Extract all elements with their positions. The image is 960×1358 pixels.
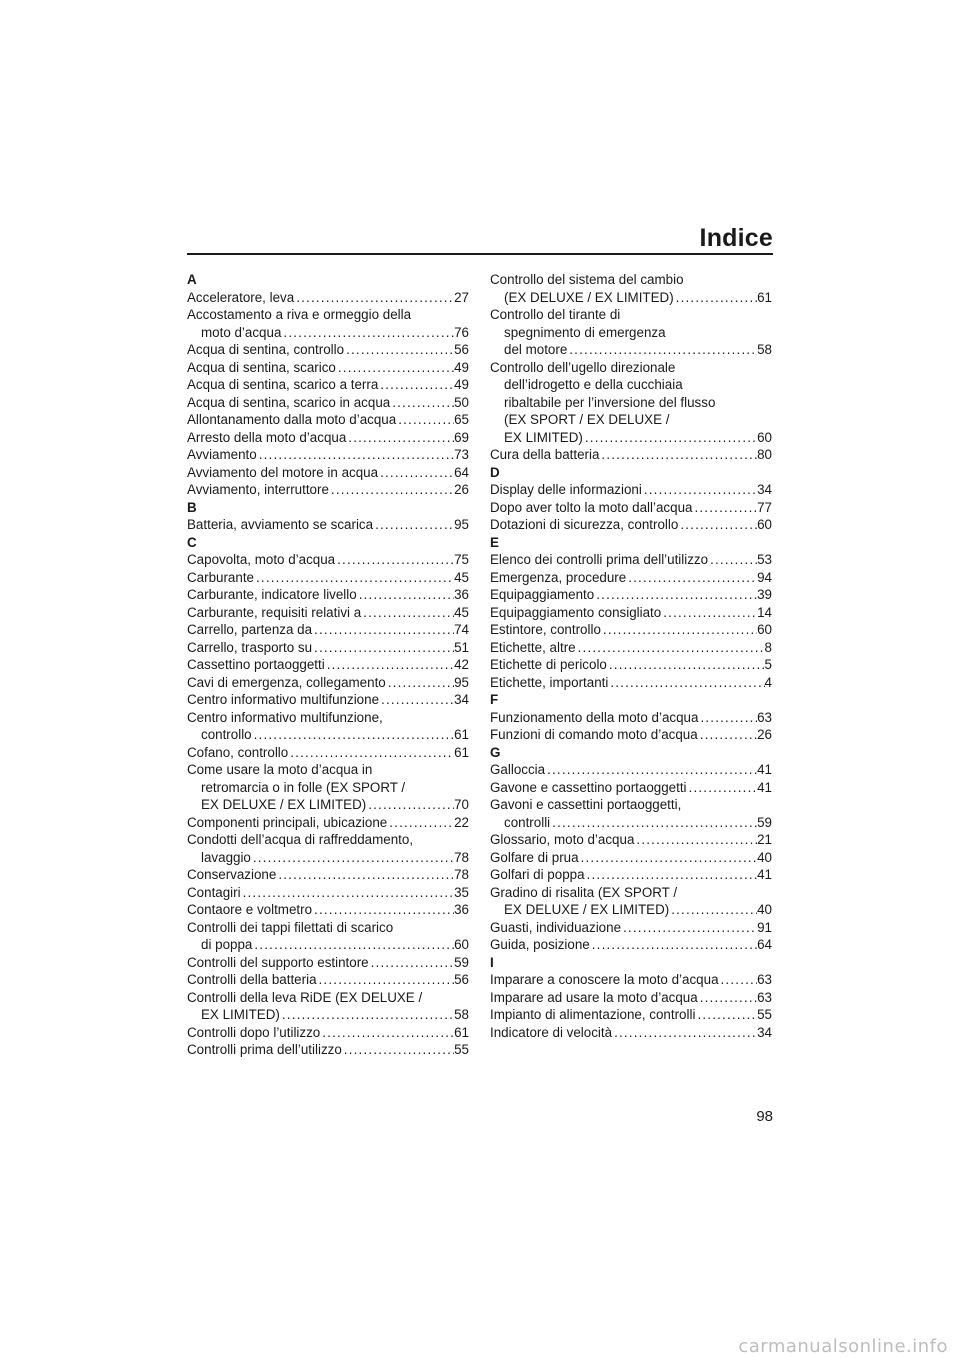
index-entry-text: Impianto di alimentazione, controlli (490, 1007, 696, 1022)
index-entry (187, 569, 469, 587)
index-entry-text: Acqua di sentina, scarico in acqua (187, 394, 391, 410)
index-entry (187, 639, 469, 657)
index-page-ref: 49 (454, 377, 469, 392)
index-entry-text: di poppa (201, 937, 253, 952)
dot-leader (550, 814, 757, 832)
index-entry-text: Acqua di sentina, scarico a terra (187, 377, 379, 392)
dot-leader (252, 726, 454, 744)
index-entry (187, 376, 469, 394)
index-entry-text: Controlli della leva RiDE (EX DELUXE / (187, 989, 423, 1005)
index-entry-text: Equipaggiamento (490, 587, 595, 602)
index-entry-text: Allontanamento dalla moto d’acqua (187, 412, 397, 427)
index-entry-text: Imparare ad usare la moto d’acqua (490, 989, 698, 1005)
index-page-ref: 58 (757, 342, 772, 357)
dot-leader (251, 849, 454, 867)
index-entry (187, 674, 469, 692)
index-column-right (490, 271, 772, 1041)
index-entry (187, 1041, 469, 1059)
index-entry (490, 306, 772, 359)
dot-leader (280, 1006, 454, 1024)
dot-leader (396, 411, 454, 429)
index-entry-text: Dotazioni di sicurezza, controllo (490, 517, 679, 532)
index-entry-text: Funzionamento della moto d’acqua (490, 709, 699, 725)
index-page-ref: 36 (454, 587, 469, 602)
index-page-ref: 21 (757, 832, 772, 847)
index-entry-text: Galloccia (490, 762, 546, 777)
index-entry-text: lavaggio (201, 849, 251, 865)
index-entry-text: spegnimento di emergenza (504, 324, 666, 340)
index-entry (187, 901, 469, 919)
index-entry (187, 429, 469, 447)
dot-leader (642, 481, 757, 499)
index-letter-heading: A (187, 272, 197, 287)
index-entry (490, 779, 772, 797)
page-number: 98 (756, 1108, 773, 1125)
index-page-ref: 91 (757, 919, 772, 935)
dot-leader (719, 971, 758, 989)
dot-leader (379, 691, 454, 709)
dot-leader (567, 341, 757, 359)
index-entry-text: Contaore e voltmetro (187, 902, 313, 917)
index-entry (187, 586, 469, 604)
index-page-ref: 63 (757, 709, 772, 725)
index-letter-heading: D (490, 464, 500, 480)
dot-leader (612, 1024, 757, 1042)
index-letter-heading: B (187, 499, 197, 515)
dot-leader (390, 394, 454, 412)
dot-leader (583, 429, 757, 447)
index-entry-text: Dopo aver tolto la moto dall’acqua (490, 499, 693, 515)
index-entry (490, 709, 772, 727)
index-entry-text: Batteria, avviamento se scarica (187, 517, 374, 532)
dot-leader (317, 971, 455, 989)
index-page-ref: 65 (454, 412, 469, 427)
index-entry-text: Contagiri (187, 884, 241, 900)
dot-leader (320, 1024, 454, 1042)
index-page-ref: 34 (757, 482, 772, 497)
index-entry-text: controllo (201, 727, 252, 742)
index-page-ref: 14 (757, 604, 772, 620)
index-entry-text: Arresto della moto d’acqua (187, 429, 347, 445)
index-entry-text: Cassettino portaoggetti (187, 657, 325, 672)
index-entry (187, 989, 469, 1024)
index-entry-text: Avviamento (187, 447, 257, 462)
title-rule (187, 253, 773, 255)
index-entry-text: Carrello, partenza da (187, 622, 313, 637)
dot-leader (312, 621, 454, 639)
dot-leader (698, 989, 757, 1007)
index-entry (490, 989, 772, 1007)
index-page-ref: 61 (454, 744, 469, 760)
index-entry (490, 1024, 772, 1042)
index-page-ref: 27 (454, 289, 469, 305)
index-entry (187, 359, 469, 377)
dot-leader (634, 831, 757, 849)
index-entry (187, 814, 469, 832)
index-entry (490, 499, 772, 517)
index-entry-text: Come usare la moto d’acqua in (187, 762, 373, 777)
dot-leader (585, 866, 758, 884)
index-entry-text: Controlli del supporto estintore (187, 954, 369, 970)
index-entry-text: Cavi di emergenza, collegamento (187, 674, 386, 690)
dot-leader (708, 551, 757, 569)
index-entry (490, 884, 772, 919)
index-page-ref: 45 (454, 569, 469, 585)
index-page-ref: 55 (454, 1042, 469, 1057)
index-entry (187, 656, 469, 674)
index-entry-text: Etichette, importanti (490, 674, 609, 690)
index-page-ref: 69 (454, 429, 469, 445)
index-page-ref: 42 (454, 657, 469, 672)
index-entry (187, 761, 469, 814)
index-entry-text: retromarcia o in folle (EX SPORT / (201, 779, 406, 795)
index-page-ref: 40 (757, 902, 772, 917)
index-page-ref: 56 (454, 972, 469, 987)
index-entry-text: Controlli della batteria (187, 972, 317, 987)
index-page-ref: 80 (757, 447, 772, 462)
index-entry-text: Accostamento a riva e ormeggio della (187, 307, 412, 322)
index-page-ref: 56 (454, 342, 469, 357)
dot-leader (325, 656, 454, 674)
index-entry-text: Gavoni e cassettini portaoggetti, (490, 797, 682, 812)
dot-leader (386, 674, 454, 692)
index-entry (490, 796, 772, 831)
dot-leader (342, 1041, 454, 1059)
index-entry (490, 866, 772, 884)
dot-leader (373, 516, 454, 534)
dot-leader (607, 656, 765, 674)
index-page-ref: 95 (454, 674, 469, 690)
index-entry-text: Etichette di pericolo (490, 657, 607, 672)
index-entry-text: Centro informativo multifunzione (187, 692, 380, 707)
index-entry (490, 971, 772, 989)
index-page-ref: 63 (757, 972, 772, 987)
dot-leader (312, 639, 454, 657)
index-page-ref: 35 (454, 884, 469, 900)
index-entry (490, 656, 772, 674)
index-page-ref: 78 (454, 867, 469, 882)
dot-leader (312, 901, 454, 919)
index-page-ref: 51 (454, 639, 469, 655)
index-entry-text: EX LIMITED) (504, 429, 583, 445)
index-entry-text: Avviamento del motore in acqua (187, 464, 379, 480)
index-entry-text: Guida, posizione (490, 937, 590, 952)
index-letter-heading: E (490, 534, 499, 550)
dot-leader (601, 621, 757, 639)
dot-leader (661, 604, 757, 622)
index-entry (490, 516, 772, 534)
index-entry (187, 744, 469, 762)
index-entry-text: Carrello, trasporto su (187, 639, 313, 655)
index-entry (187, 884, 469, 902)
dot-leader (378, 464, 454, 482)
dot-leader (608, 674, 764, 692)
index-page-ref: 60 (454, 937, 469, 952)
index-letter-heading: I (490, 954, 494, 970)
index-entry-text: Acceleratore, leva (187, 289, 295, 305)
index-entry-text: EX DELUXE / EX LIMITED) (504, 902, 670, 917)
index-entry (490, 359, 772, 447)
index-entry-text: Display delle informazioni (490, 482, 642, 497)
dot-leader (687, 779, 758, 797)
dot-leader (366, 796, 454, 814)
dot-leader (336, 359, 454, 377)
index-entry (187, 411, 469, 429)
index-page-ref: 5 (764, 657, 772, 672)
index-entry-text: Etichette, altre (490, 639, 576, 655)
dot-leader (378, 376, 454, 394)
index-entry (187, 481, 469, 499)
index-entry (187, 1024, 469, 1042)
index-page-ref: 70 (454, 797, 469, 812)
index-entry-text: Funzioni di comando moto d’acqua (490, 727, 698, 742)
index-page-ref: 40 (757, 849, 772, 865)
index-entry-text: Gavone e cassettino portaoggetti (490, 779, 687, 795)
index-entry-text: Estintore, controllo (490, 622, 601, 637)
dot-leader (369, 954, 454, 972)
index-entry-text: Controlli dopo l’utilizzo (187, 1024, 321, 1040)
index-entry (490, 604, 772, 622)
index-entry-text: Emergenza, procedure (490, 569, 627, 585)
index-entry (490, 446, 772, 464)
index-entry-text: Indicatore di velocità (490, 1024, 613, 1040)
index-page-ref: 36 (454, 902, 469, 917)
index-entry-text: Condotti dell’acqua di raffreddamento, (187, 832, 414, 847)
dot-leader (344, 341, 454, 359)
index-entry-text: Golfare di prua (490, 849, 579, 865)
index-page-ref: 41 (757, 779, 772, 795)
index-page-ref: 26 (757, 727, 772, 742)
index-entry-text: (EX SPORT / EX DELUXE / (504, 412, 670, 427)
index-page-ref: 61 (757, 289, 772, 305)
index-page-ref: 49 (454, 359, 469, 375)
index-entry-text: Controllo del tirante di (490, 307, 621, 322)
index-entry (490, 621, 772, 639)
index-entry (490, 919, 772, 937)
index-page-ref: 50 (454, 394, 469, 410)
dot-leader (361, 604, 454, 622)
index-page-ref: 34 (454, 692, 469, 707)
index-entry (490, 674, 772, 692)
index-page-ref: 74 (454, 622, 469, 637)
index-page-ref: 39 (757, 587, 772, 602)
index-entry (187, 831, 469, 866)
index-page-ref: 64 (454, 464, 469, 480)
index-page-ref: 64 (757, 937, 772, 952)
index-page-ref: 77 (757, 499, 772, 515)
dot-leader (692, 499, 757, 517)
index-entry-text: Elenco dei controlli prima dell’utilizzo (490, 552, 709, 567)
index-entry (490, 639, 772, 657)
dot-leader (695, 1006, 757, 1024)
page-title: Indice (699, 224, 773, 252)
dot-leader (254, 569, 454, 587)
index-entry-text: Golfari di poppa (490, 867, 585, 882)
index-entry (187, 289, 469, 307)
index-entry-text: Carburante, requisiti relativi a (187, 604, 362, 620)
index-entry-text: Gradino di risalita (EX SPORT / (490, 884, 678, 900)
dot-leader (288, 744, 454, 762)
index-letter-heading: F (490, 692, 499, 707)
index-page-ref: 41 (757, 762, 772, 777)
index-page-ref: 26 (454, 482, 469, 497)
dot-leader (674, 289, 757, 307)
dot-leader (626, 569, 757, 587)
index-page-ref: 73 (454, 447, 469, 462)
index-entry-text: EX LIMITED) (201, 1007, 280, 1022)
index-entry-text: Avviamento, interruttore (187, 482, 329, 497)
index-entry (187, 604, 469, 622)
index-entry-text: Cura della batteria (490, 447, 600, 462)
index-page-ref: 8 (764, 639, 772, 655)
index-entry-text: Guasti, individuazione (490, 919, 622, 935)
index-entry (187, 919, 469, 954)
index-page-ref: 22 (454, 814, 469, 830)
index-entry (187, 866, 469, 884)
index-entry (490, 569, 772, 587)
index-letter-heading: C (187, 534, 197, 550)
index-entry (187, 971, 469, 989)
index-entry-text: ribaltabile per l’inversione del flusso (504, 394, 716, 410)
dot-leader (621, 919, 757, 937)
index-entry (187, 954, 469, 972)
index-entry-text: Controllo del sistema del cambio (490, 272, 684, 287)
index-entry-text: Componenti principali, ubicazione (187, 814, 388, 830)
dot-leader (329, 481, 454, 499)
dot-leader (357, 586, 454, 604)
index-entry-text: Carburante, indicatore livello (187, 587, 357, 602)
index-page-ref: 41 (757, 867, 772, 882)
index-entry (490, 551, 772, 569)
index-letter-heading: G (490, 744, 501, 760)
index-entry-text: Cofano, controllo (187, 744, 289, 760)
index-page-ref: 94 (757, 569, 772, 585)
index-page-ref: 75 (454, 552, 469, 567)
index-entry-text: Conservazione (187, 867, 277, 882)
index-entry (187, 306, 469, 341)
dot-leader (599, 446, 757, 464)
index-page-ref: 34 (757, 1024, 772, 1040)
index-entry (490, 481, 772, 499)
index-page-ref: 55 (757, 1007, 772, 1022)
index-page-ref: 53 (757, 552, 772, 567)
index-entry-text: Equipaggiamento consigliato (490, 604, 662, 620)
index-entry-text: EX DELUXE / EX LIMITED) (201, 797, 367, 812)
index-page-ref: 60 (757, 429, 772, 445)
index-entry-text: dell’idrogetto e della cucchiaia (504, 377, 683, 392)
index-entry (187, 446, 469, 464)
index-page-ref: 76 (454, 324, 469, 340)
index-entry (187, 394, 469, 412)
index-entry (187, 341, 469, 359)
index-entry-text: Controllo dell’ugello direzionale (490, 359, 676, 375)
dot-leader (252, 936, 454, 954)
dot-leader (698, 709, 757, 727)
dot-leader (241, 884, 455, 902)
index-entry-text: Controlli dei tappi filettati di scarico (187, 919, 394, 935)
index-page-ref: 61 (454, 1024, 469, 1040)
dot-leader (294, 289, 454, 307)
index-entry-text: controlli (504, 814, 551, 830)
index-entry-text: Imparare a conoscere la moto d’acqua (490, 972, 719, 987)
index-entry-text: Glossario, moto d’acqua (490, 832, 635, 847)
dot-leader (545, 761, 757, 779)
dot-leader (257, 446, 454, 464)
index-page-ref: 60 (757, 622, 772, 637)
index-entry-text: Controlli prima dell’utilizzo (187, 1042, 342, 1057)
dot-leader (594, 586, 757, 604)
dot-leader (281, 324, 454, 342)
dot-leader (346, 429, 454, 447)
watermark: carmanualsonline.info (0, 1336, 960, 1358)
index-page-ref: 59 (757, 814, 772, 830)
index-page-ref: 78 (454, 849, 469, 865)
dot-leader (698, 726, 757, 744)
dot-leader (576, 639, 765, 657)
index-entry (490, 1006, 772, 1024)
index-entry (490, 726, 772, 744)
index-entry (490, 761, 772, 779)
index-entry-text: Centro informativo multifunzione, (187, 709, 383, 725)
index-entry (187, 464, 469, 482)
index-entry-text: moto d’acqua (201, 324, 282, 340)
index-page-ref: 59 (454, 954, 469, 970)
index-page-ref: 45 (454, 604, 469, 620)
index-entry (490, 271, 772, 306)
dot-leader (579, 849, 758, 867)
dot-leader (276, 866, 454, 884)
dot-leader (669, 901, 757, 919)
index-entry-text: del motore (504, 342, 568, 357)
index-entry (187, 551, 469, 569)
index-entry (187, 691, 469, 709)
index-page-ref: 95 (454, 517, 469, 532)
index-entry (490, 849, 772, 867)
index-entry (490, 936, 772, 954)
index-page-ref: 4 (764, 674, 772, 690)
index-page-ref: 63 (757, 989, 772, 1005)
dot-leader (590, 936, 757, 954)
index-page-ref: 58 (454, 1007, 469, 1022)
index-entry-text: Acqua di sentina, controllo (187, 342, 345, 357)
index-entry-text: Capovolta, moto d’acqua (187, 552, 336, 567)
index-entry (187, 709, 469, 744)
index-entry-text: (EX DELUXE / EX LIMITED) (504, 289, 674, 305)
dot-leader (678, 516, 757, 534)
index-entry (490, 831, 772, 849)
index-column-left (187, 271, 469, 1059)
index-entry-text: Acqua di sentina, scarico (187, 359, 336, 375)
index-page-ref: 60 (757, 517, 772, 532)
index-entry (187, 621, 469, 639)
index-entry (187, 516, 469, 534)
index-entry-text: Carburante (187, 569, 254, 585)
index-page-ref: 61 (454, 727, 469, 742)
index-entry (490, 586, 772, 604)
dot-leader (335, 551, 454, 569)
dot-leader (387, 814, 454, 832)
